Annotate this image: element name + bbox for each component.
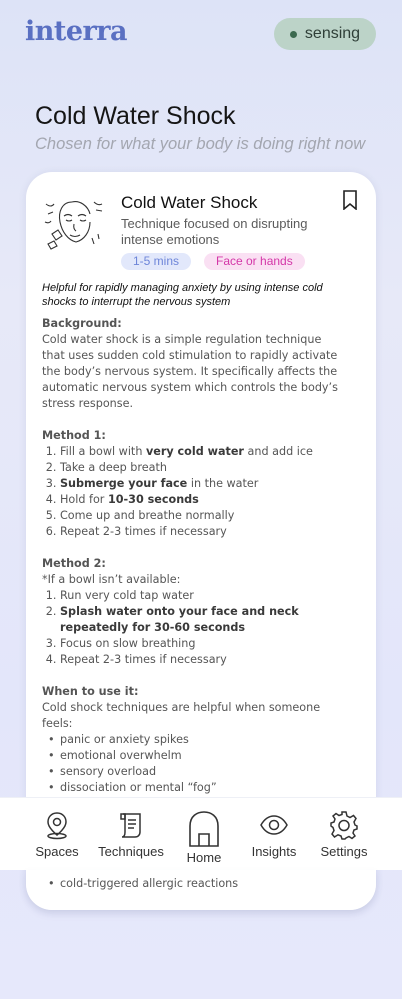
page-title: Cold Water Shock bbox=[35, 102, 236, 130]
duration-tag: 1-5 mins bbox=[121, 253, 191, 270]
list-item: • emotional overwhelm bbox=[60, 748, 346, 764]
nav-insights[interactable] bbox=[239, 810, 309, 859]
when-list bbox=[42, 732, 346, 796]
when-heading: When to use it: bbox=[42, 685, 139, 698]
body-area-tag: Face or hands bbox=[204, 253, 305, 270]
nav-settings[interactable] bbox=[309, 810, 379, 859]
list-item: • sensory overload bbox=[60, 764, 346, 780]
nav-techniques[interactable] bbox=[96, 810, 166, 859]
list-item: 3. Submerge your face in the water bbox=[60, 476, 346, 492]
technique-details bbox=[42, 316, 346, 796]
when-text: Cold shock techniques are helpful when someone feels: bbox=[42, 701, 321, 730]
bottom-navigation bbox=[0, 797, 402, 870]
nav-label: Spaces bbox=[35, 844, 79, 859]
eye-icon bbox=[259, 810, 289, 840]
list-item: 3. Focus on slow breathing bbox=[60, 636, 346, 652]
nav-label: Insights bbox=[251, 844, 297, 859]
nav-label: Home bbox=[186, 850, 222, 865]
background-heading: Background: bbox=[42, 317, 122, 330]
status-label: sensing bbox=[304, 25, 361, 42]
page-subtitle: Chosen for what your body is doing right now bbox=[35, 135, 366, 153]
card-title: Cold Water Shock bbox=[121, 193, 258, 212]
nav-label: Settings bbox=[320, 844, 368, 859]
list-item: • panic or anxiety spikes bbox=[60, 732, 346, 748]
location-pin-icon bbox=[42, 810, 72, 840]
list-item: 2. Splash water onto your face and neck repeatedly for 30-60 seconds bbox=[60, 604, 346, 636]
sensing-status-badge[interactable] bbox=[274, 18, 376, 50]
list-item: 1. Run very cold tap water bbox=[60, 588, 346, 604]
list-item: 6. Repeat 2-3 times if necessary bbox=[60, 524, 346, 540]
status-dot-icon bbox=[290, 31, 297, 38]
technique-summary: Helpful for rapidly managing anxiety by using intense cold shocks to interrupt the nervous system bbox=[42, 282, 323, 308]
background-text: Cold water shock is a simple regulation technique that uses sudden cold stimulation to rapidly activate the body’s nervous system. It specifically affects the automatic nervous system which controls the body’s stress response. bbox=[42, 333, 338, 410]
list-item: 2. Take a deep breath bbox=[60, 460, 346, 476]
method1-heading: Method 1: bbox=[42, 429, 106, 442]
face-illustration-icon bbox=[42, 194, 106, 254]
method2-note: *If a bowl isn’t available: bbox=[42, 573, 181, 586]
bookmark-icon[interactable] bbox=[342, 190, 358, 210]
method1-steps bbox=[42, 444, 346, 540]
scroll-icon bbox=[116, 810, 146, 840]
nav-home[interactable] bbox=[181, 810, 227, 865]
card-description: Technique focused on disrupting intense emotions bbox=[121, 216, 308, 247]
list-item: 4. Repeat 2-3 times if necessary bbox=[60, 652, 346, 668]
gear-icon bbox=[329, 810, 359, 840]
list-item: 1. Fill a bowl with very cold water and add ice bbox=[60, 444, 346, 460]
app-logo: interra bbox=[25, 16, 127, 47]
list-item: 4. Hold for 10-30 seconds bbox=[60, 492, 346, 508]
list-item: • cold-triggered allergic reactions bbox=[48, 877, 239, 890]
list-item: • dissociation or mental “fog” bbox=[60, 780, 346, 796]
nav-spaces[interactable] bbox=[22, 810, 92, 859]
list-item: 5. Come up and breathe normally bbox=[60, 508, 346, 524]
nav-label: Techniques bbox=[98, 844, 164, 859]
method2-heading: Method 2: bbox=[42, 557, 106, 570]
card-bottom bbox=[26, 870, 376, 910]
home-icon bbox=[187, 810, 221, 848]
method2-steps bbox=[42, 588, 346, 668]
